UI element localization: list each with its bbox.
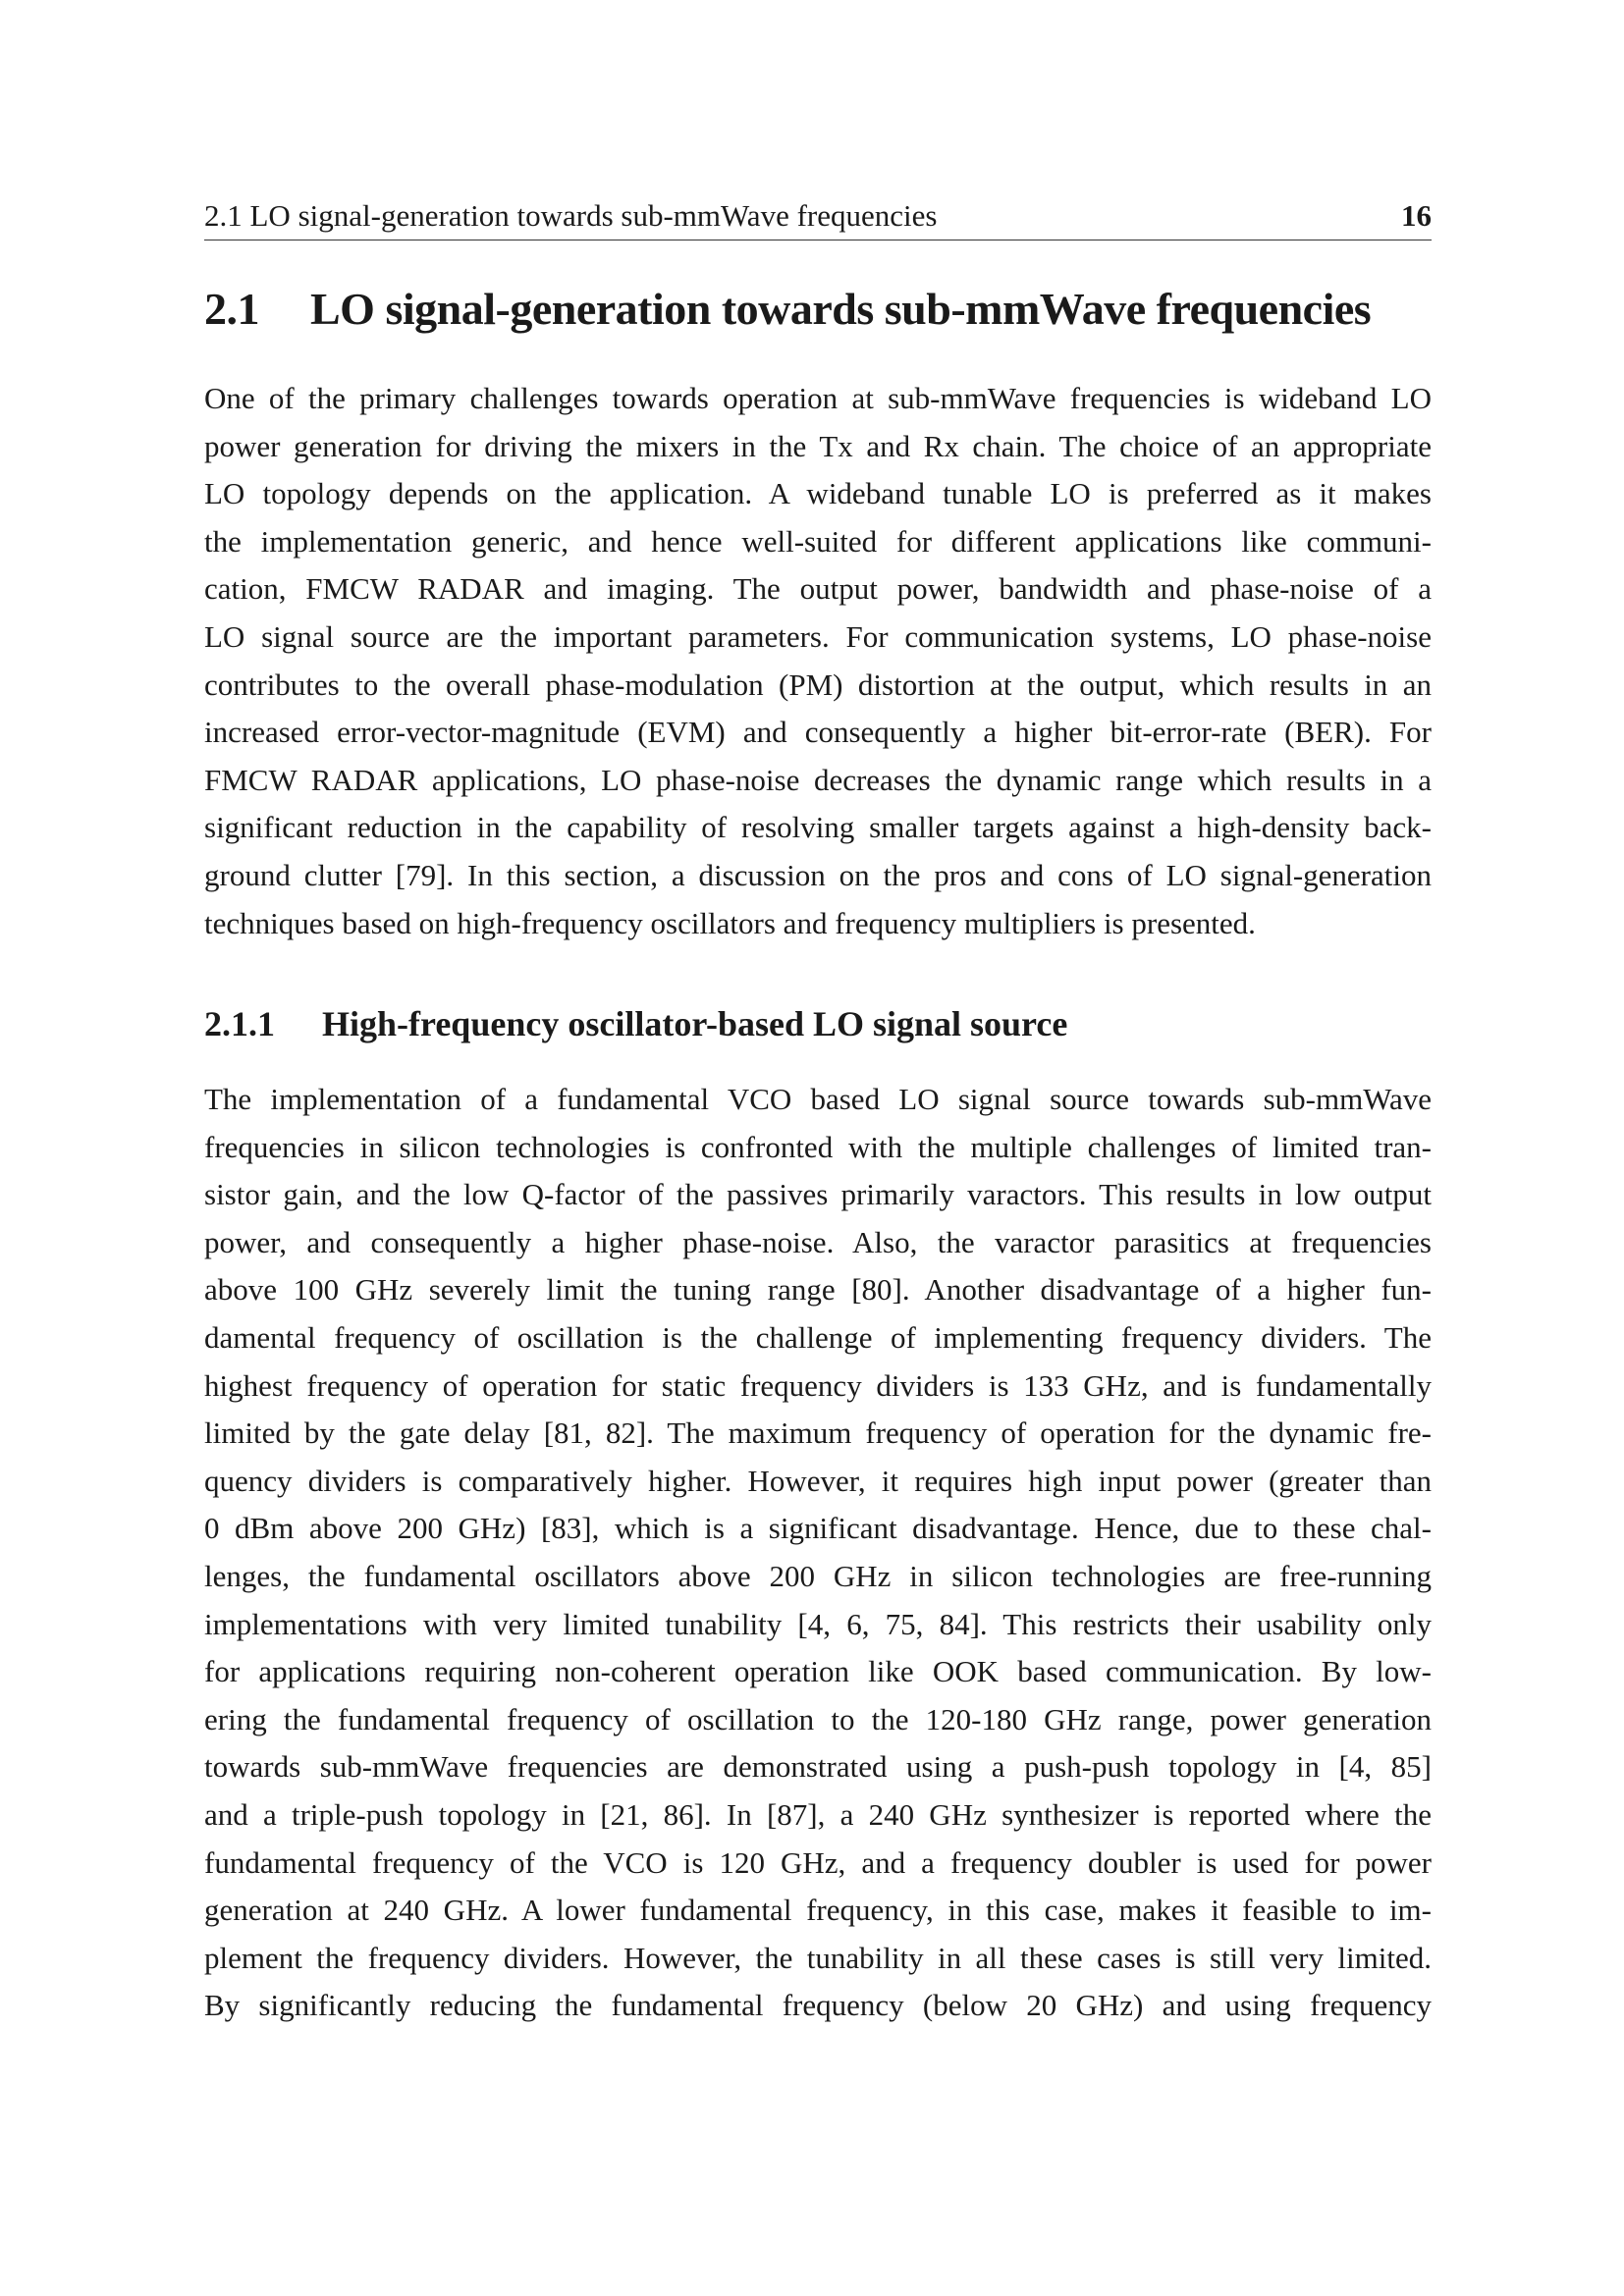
- text-line: techniques based on high-frequency oscillators and frequency multipliers is presented.: [204, 905, 1256, 940]
- text-line: significant reduction in the capability of resolving smaller targets against a high-density back-: [204, 810, 1432, 845]
- text-line: towards sub-mmWave frequencies are demonstrated using a push-push topology in [4, 85]: [204, 1749, 1432, 1785]
- subsection-number: 2.1.1: [204, 1004, 275, 1043]
- text-line: One of the primary challenges towards operation at sub-mmWave frequencies is wideband LO: [204, 381, 1432, 415]
- text-line: the implementation generic, and hence well-suited for different applications like communi-: [204, 523, 1432, 559]
- page-number: 16: [1401, 198, 1432, 233]
- paragraph-oscillator: [204, 1076, 1432, 2030]
- running-header-title: 2.1 LO signal-generation towards sub-mmWave frequencies: [204, 198, 938, 233]
- section-number: 2.1: [204, 284, 259, 334]
- text-line: By significantly reducing the fundamental frequency (below 20 GHz) and using frequency: [204, 1988, 1432, 2023]
- text-line: for applications requiring non-coherent operation like OOK based communication. By low-: [204, 1654, 1432, 1689]
- text-line: LO signal source are the important parameters. For communication systems, LO phase-noise: [204, 618, 1432, 654]
- text-line: power generation for driving the mixers in the Tx and Rx chain. The choice of an appropriate: [204, 428, 1432, 463]
- text-line: 0 dBm above 200 GHz) [83], which is a significant disadvantage. Hence, due to these chal-: [204, 1511, 1432, 1546]
- text-line: power, and consequently a higher phase-noise. Also, the varactor parasitics at frequencies: [204, 1224, 1432, 1259]
- text-line: contributes to the overall phase-modulation (PM) distortion at the output, which results in an: [204, 667, 1432, 702]
- text-line: quency dividers is comparatively higher. However, it requires high input power (greater than: [204, 1463, 1432, 1498]
- subsection-title: High-frequency oscillator-based LO signal source: [322, 1004, 1068, 1043]
- text-line: above 100 GHz severely limit the tuning range [80]. Another disadvantage of a higher fun-: [204, 1272, 1432, 1308]
- text-line: generation at 240 GHz. A lower fundamental frequency, in this case, makes it feasible to im-: [204, 1893, 1432, 1928]
- text-line: sistor gain, and the low Q-factor of the passives primarily varactors. This results in low output: [204, 1177, 1432, 1212]
- section-heading: [204, 283, 1432, 335]
- text-line: fundamental frequency of the VCO is 120 GHz, and a frequency doubler is used for power: [204, 1844, 1432, 1880]
- text-line: FMCW RADAR applications, LO phase-noise decreases the dynamic range which results in a: [204, 762, 1432, 797]
- text-line: The implementation of a fundamental VCO based LO signal source towards sub-mmWave: [204, 1082, 1432, 1116]
- text-line: cation, FMCW RADAR and imaging. The output power, bandwidth and phase-noise of a: [204, 571, 1432, 607]
- text-line: LO topology depends on the application. A wideband tunable LO is preferred as it makes: [204, 476, 1432, 511]
- text-line: highest frequency of operation for static frequency dividers is 133 GHz, and is fundamentally: [204, 1367, 1432, 1403]
- text-line: plement the frequency dividers. However, the tunability in all these cases is still very limited.: [204, 1940, 1432, 1975]
- running-header: [204, 196, 1432, 240]
- section-title: LO signal-generation towards sub-mmWave frequencies: [310, 284, 1372, 334]
- text-line: damental frequency of oscillation is the challenge of implementing frequency dividers. The: [204, 1319, 1432, 1355]
- paragraph-intro: [204, 375, 1432, 947]
- text-line: and a triple-push topology in [21, 86]. In [87], a 240 GHz synthesizer is reported where the: [204, 1796, 1432, 1832]
- subsection-heading: [204, 1003, 1432, 1044]
- text-line: limited by the gate delay [81, 82]. The maximum frequency of operation for the dynamic fre-: [204, 1415, 1432, 1451]
- text-line: ground clutter [79]. In this section, a discussion on the pros and cons of LO signal-generation: [204, 857, 1432, 892]
- text-line: lenges, the fundamental oscillators above 200 GHz in silicon technologies are free-running: [204, 1558, 1432, 1593]
- text-line: implementations with very limited tunability [4, 6, 75, 84]. This restricts their usability only: [204, 1606, 1432, 1641]
- text-line: increased error-vector-magnitude (EVM) and consequently a higher bit-error-rate (BER). For: [204, 715, 1432, 750]
- text-line: frequencies in silicon technologies is confronted with the multiple challenges of limited tran-: [204, 1129, 1432, 1164]
- text-line: ering the fundamental frequency of oscillation to the 120-180 GHz range, power generation: [204, 1701, 1432, 1736]
